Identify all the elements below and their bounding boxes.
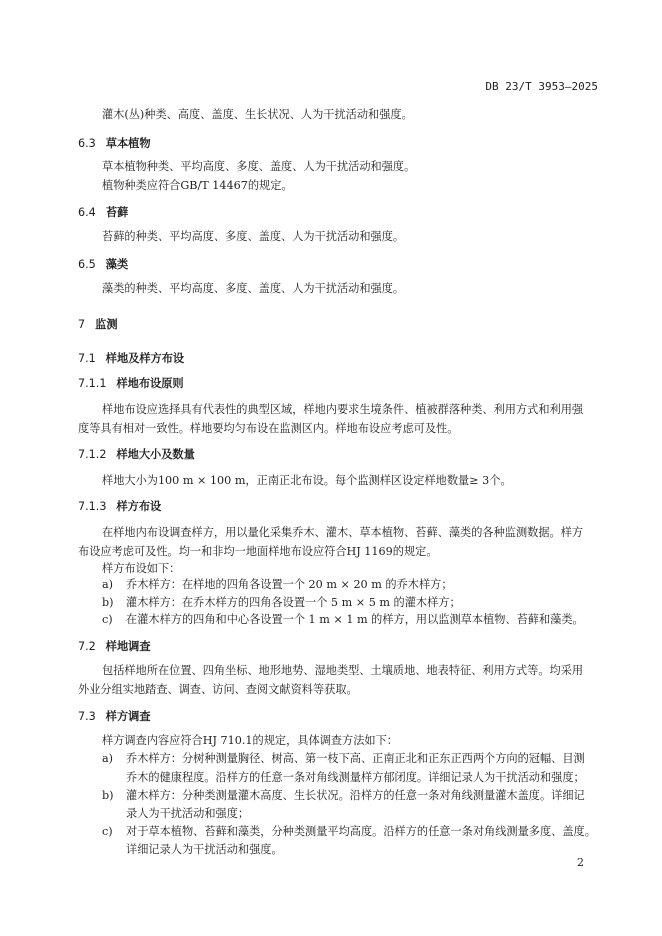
paragraph: 藻类的种类、平均高度、多度、盖度、人为干扰活动和强度。 — [102, 282, 405, 295]
paragraph: 植物种类应符合GB/T 14467的规定。 — [102, 179, 293, 192]
list-item-continuation: 详细记录人为干扰活动和强度。 — [126, 843, 283, 856]
paragraph: 包括样地所在位置、四角坐标、地形地势、湿地类型、土壤质地、地表特征、利用方式等。均采用 — [102, 664, 584, 677]
list-item — [102, 578, 453, 592]
section-title: 监测 — [95, 318, 118, 331]
paragraph: 草本植物种类、平均高度、多度、盖度、人为干扰活动和强度。 — [102, 160, 416, 173]
page-number: 2 — [577, 856, 584, 869]
section-title: 样方调查 — [105, 710, 151, 723]
document-code: DB 23/T 3953—2025 — [485, 80, 598, 93]
section-title: 样地及样方布设 — [105, 352, 185, 365]
list-text: 灌木样方：在乔木样方的四角各设置一个 5 m × 5 m 的灌木样方； — [126, 596, 461, 609]
section-number: 6.3 — [78, 137, 96, 150]
section-heading-7 — [78, 318, 118, 332]
paragraph: 度等具有相对一致性。样地要均匀布设在监测区内。样地布设应考虑可及性。 — [78, 422, 459, 435]
list-text: 乔木样方：分树种测量胸径、树高、第一枝下高、正南正北和正东正西两个方向的冠幅、目测 — [126, 752, 585, 765]
section-heading-7-3 — [78, 710, 151, 724]
list-marker: a) — [102, 578, 114, 591]
paragraph: 布设应考虑可及性。均一和非均一地面样地布设应符合HJ 1169的规定。 — [78, 545, 438, 558]
section-title: 草本植物 — [105, 137, 151, 150]
list-item — [102, 613, 584, 627]
section-heading-6-5 — [78, 258, 128, 272]
list-text: 乔木样方：在样地的四角各设置一个 20 m × 20 m 的乔木样方； — [126, 578, 453, 591]
section-heading-7-1-3 — [78, 500, 161, 514]
section-heading-7-2 — [78, 640, 151, 654]
list-item-continuation: 录人为干扰活动和强度； — [126, 807, 250, 820]
section-heading-7-1-2 — [78, 448, 195, 462]
list-marker: c) — [102, 825, 113, 838]
list-item — [102, 825, 596, 839]
paragraph: 样地布设应选择具有代表性的典型区域，样地内要求生境条件、植被群落种类、利用方式和利用强 — [102, 403, 584, 416]
list-item — [102, 596, 461, 610]
paragraph: 苔藓的种类、平均高度、多度、盖度、人为干扰活动和强度。 — [102, 230, 405, 243]
list-item — [102, 752, 585, 766]
section-title: 样地大小及数量 — [116, 448, 195, 461]
section-title: 样地布设原则 — [116, 377, 184, 390]
section-title: 藻类 — [105, 258, 129, 271]
paragraph: 灌木(丛)种类、高度、盖度、生长状况、人为干扰活动和强度。 — [102, 108, 413, 121]
section-number: 6.4 — [78, 206, 96, 219]
section-number: 6.5 — [78, 258, 96, 271]
section-number: 7.1 — [78, 352, 96, 365]
section-number: 7.1.2 — [78, 448, 107, 461]
list-marker: a) — [102, 752, 114, 765]
paragraph: 样方布设如下： — [102, 562, 181, 575]
section-heading-6-4 — [78, 206, 128, 220]
list-marker: b) — [102, 789, 114, 802]
paragraph: 在样地内布设调查样方，用以量化采集乔木、灌木、草本植物、苔藓、藻类的各种监测数据。样方 — [102, 526, 584, 539]
section-number: 7.3 — [78, 710, 96, 723]
section-heading-7-1-1 — [78, 377, 184, 391]
list-text: 对于草本植物、苔藓和藻类，分种类测量平均高度。沿样方的任意一条对角线测量多度、盖度。 — [126, 825, 596, 838]
section-heading-7-1 — [78, 352, 184, 366]
list-text: 在灌木样方的四角和中心各设置一个 1 m × 1 m 的样方，用以监测草本植物、苔藓和藻类。 — [126, 613, 584, 626]
section-number: 7.1.1 — [78, 377, 107, 390]
section-heading-6-3 — [78, 137, 151, 151]
paragraph: 样地大小为100 m × 100 m，正南正北布设。每个监测样区设定样地数量≥ 3个。 — [102, 474, 512, 487]
paragraph: 外业分组实地踏查、调查、访问、查阅文献资料等获取。 — [78, 683, 358, 696]
paragraph: 样方调查内容应符合HJ 710.1的规定，具体调查方法如下： — [102, 734, 398, 747]
section-title: 样方布设 — [116, 500, 162, 513]
list-item-continuation: 乔木的健康程度。沿样方的任意一条对角线测量样方郁闭度。详细记录人为干扰活动和强度； — [126, 771, 585, 784]
list-text: 灌木样方：分种类测量灌木高度、生长状况。沿样方的任意一条对角线测量灌木盖度。详细记 — [126, 789, 585, 802]
section-title: 苔藓 — [105, 206, 129, 219]
section-number: 7.2 — [78, 640, 96, 653]
section-title: 样地调查 — [105, 640, 151, 653]
section-number: 7.1.3 — [78, 500, 107, 513]
list-marker: b) — [102, 596, 114, 609]
list-marker: c) — [102, 613, 113, 626]
list-item — [102, 789, 585, 803]
section-number: 7 — [78, 318, 86, 331]
